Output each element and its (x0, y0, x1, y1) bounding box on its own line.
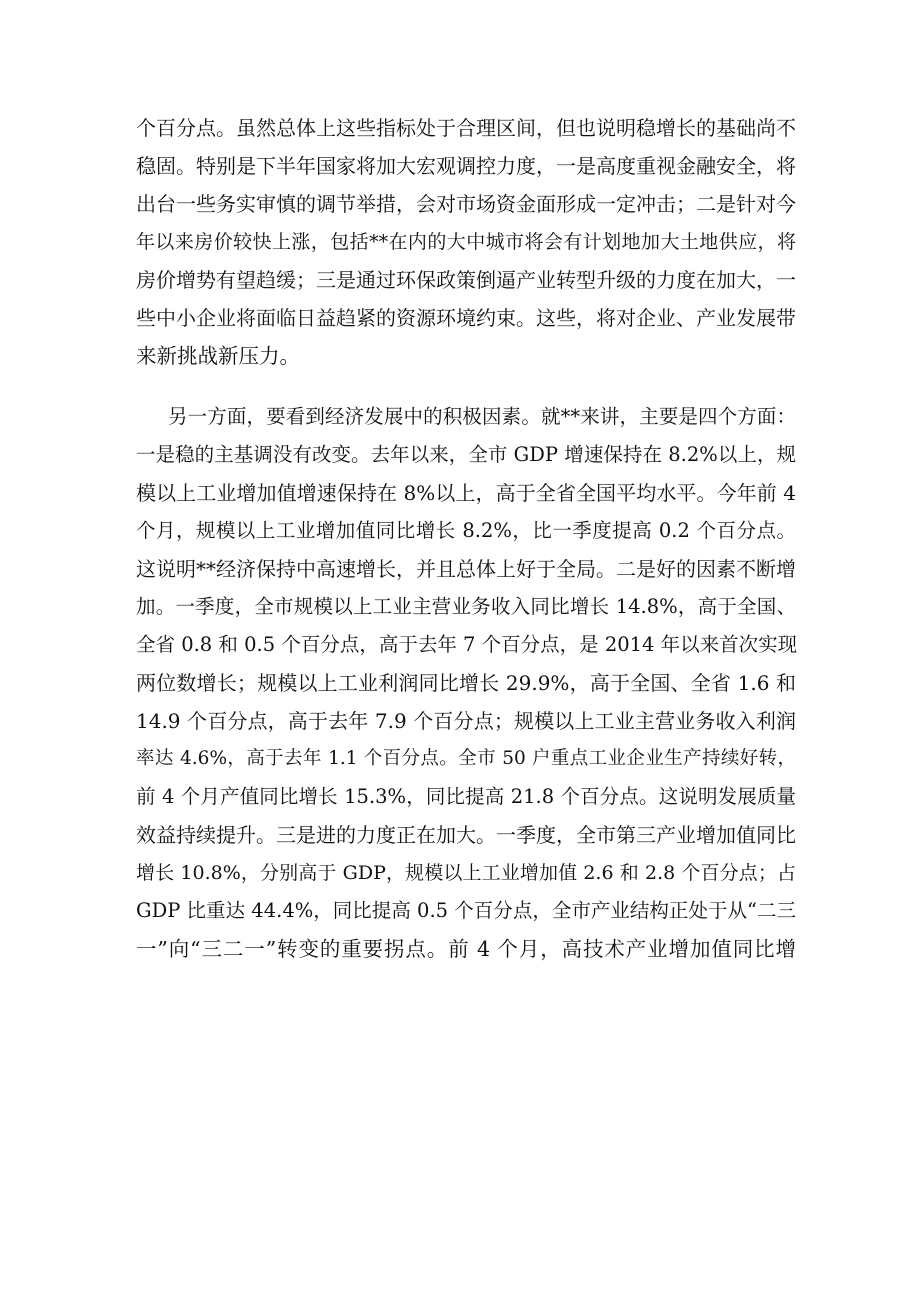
text-line: 前 4 个月产值同比增长 15.3%，同比提高 21.8 个百分点。这说明发展质量 (136, 785, 796, 808)
text-line: 来新挑战新压力。 (136, 344, 300, 368)
text-line: 一是稳的主基调没有改变。去年以来，全市 GDP 增速保持在 8.2%以上，规 (136, 443, 796, 466)
text-line: 模以上工业增加值增速保持在 8%以上，高于全省全国平均水平。今年前 4 (136, 481, 796, 505)
text-line: 这说明**经济保持中高速增长，并且总体上好于全局。二是好的因素不断增 (136, 557, 796, 581)
text-line: GDP 比重达 44.4%，同比提高 0.5 个百分点，全市产业结构正处于从“二三 (136, 899, 796, 922)
text-line: 个月，规模以上工业增加值同比增长 8.2%，比一季度提高 0.2 个百分点。 (136, 519, 796, 542)
text-line: 率达 4.6%，高于去年 1.1 个百分点。全市 50 户重点工业企业生产持续好转， (136, 748, 796, 769)
text-line: 些中小企业将面临日益趋紧的资源环境约束。这些，将对企业、产业发展带 (136, 306, 796, 330)
text-line: 房价增势有望趋缓；三是通过环保政策倒逼产业转型升级的力度在加大，一 (136, 268, 796, 292)
text-line: 另一方面，要看到经济发展中的积极因素。就**来讲，主要是四个方面： (168, 405, 796, 428)
text-line: 增长 10.8%，分别高于 GDP，规模以上工业增加值 2.6 和 2.8 个百分点；占 (136, 862, 796, 884)
text-line: 两位数增长；规模以上工业利润同比增长 29.9%，高于全国、全省 1.6 和 (136, 671, 796, 695)
text-line: 加。一季度，全市规模以上工业主营业务收入同比增长 14.8%，高于全国、 (136, 595, 796, 618)
text-line: 稳固。特别是下半年国家将加大宏观调控力度，一是高度重视金融安全，将 (136, 154, 796, 178)
text-line: 出台一些务实审慎的调节举措，会对市场资金面形成一定冲击；二是针对今 (136, 192, 796, 216)
text-line: 一”向“三二一”转变的重要拐点。前 4 个月，高技术产业增加值同比增 (136, 937, 796, 961)
text-line: 效益持续提升。三是进的力度正在加大。一季度，全市第三产业增加值同比 (136, 823, 796, 847)
text-line: 14.9 个百分点，高于去年 7.9 个百分点；规模以上工业主营业务收入利润 (136, 709, 796, 733)
text-line: 全省 0.8 和 0.5 个百分点，高于去年 7 个百分点，是 2014 年以来首次实现 (136, 633, 798, 656)
text-line: 年以来房价较快上涨，包括**在内的大中城市将会有计划地加大土地供应，将 (136, 231, 796, 253)
text-line: 个百分点。虽然总体上这些指标处于合理区间，但也说明稳增长的基础尚不 (136, 116, 796, 140)
